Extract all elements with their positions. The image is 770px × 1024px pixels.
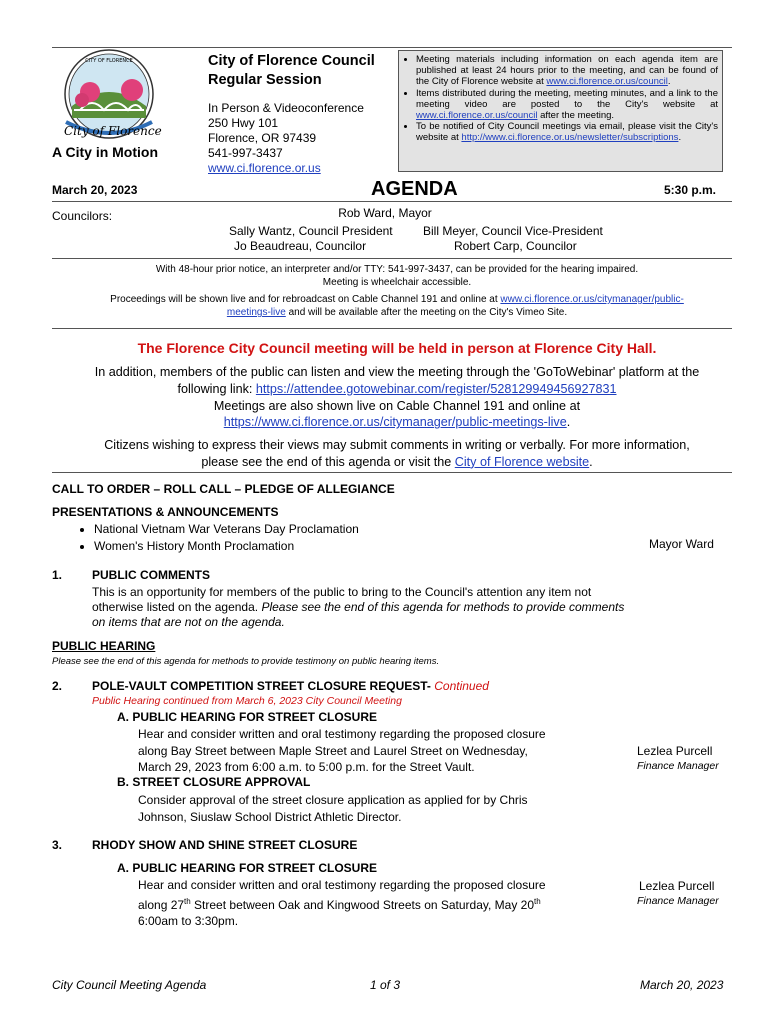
broadcast-note: Proceedings will be shown live and for rebroadcast on Cable Channel 191 and online at www.ci.florence.or.us/citymanager/public- meetings-live and will be available after the meeting on the City's Vimeo Site. bbox=[110, 294, 684, 318]
councilor: Robert Carp, Councilor bbox=[454, 239, 577, 253]
presenter: Lezlea Purcell bbox=[639, 879, 715, 893]
council-title bbox=[208, 52, 375, 90]
public-hearing-note: Please see the end of this agenda for methods to provide testimony on public hearing items. bbox=[52, 656, 440, 667]
accessibility-note: With 48-hour prior notice, an interpreter and/or TTY: 541-997-3437, can be provided for the hearing impaired. Meeting is wheelchair accessible. bbox=[155, 264, 639, 288]
comments-info: Citizens wishing to express their views may submit comments in writing or verbally. For more information, please see the end of this agenda or visit the City of Florence website. bbox=[104, 438, 690, 469]
session-type: Regular Session bbox=[208, 72, 322, 88]
rule bbox=[52, 258, 732, 259]
council-name: City of Florence Council bbox=[208, 53, 375, 69]
item-title: POLE-VAULT COMPETITION STREET CLOSURE REQUEST- Continued bbox=[92, 679, 489, 693]
council-link[interactable]: www.ci.florence.or.us/council bbox=[546, 76, 668, 88]
public-meetings-link[interactable]: www.ci.florence.or.us/citymanager/public- bbox=[500, 294, 684, 305]
notice-item: • Meeting materials including information on each agenda item are published at least 24 hours prior to the meeting, and can be found of the City of Florence website at www.ci.florence.or.us/council. bbox=[416, 54, 718, 88]
presentations-list bbox=[76, 522, 359, 554]
webinar-link[interactable]: https://attendee.gotowebinar.com/register/528129949456927831 bbox=[255, 381, 617, 396]
presenter-role: Finance Manager bbox=[637, 895, 719, 907]
council-link[interactable]: www.ci.florence.or.us/council bbox=[416, 110, 538, 122]
item-description: This is an opportunity for members of the public to bring to the Council's attention any item not otherwise listed on the agenda. Please see the end of this agenda for methods to provide comments on items that are not on the agenda. bbox=[92, 585, 625, 629]
councilors-left bbox=[229, 224, 393, 254]
presentation-item: • National Vietnam War Veterans Day Proclamation bbox=[94, 522, 359, 537]
public-hearing-title: PUBLIC HEARING bbox=[52, 639, 156, 653]
item-title: RHODY SHOW AND SHINE STREET CLOSURE bbox=[92, 838, 358, 852]
councilor: Jo Beaudreau, Councilor bbox=[234, 239, 367, 253]
item-title: PUBLIC COMMENTS bbox=[92, 568, 210, 582]
presentations-title: PRESENTATIONS & ANNOUNCEMENTS bbox=[52, 505, 279, 519]
logo-tagline: A City in Motion bbox=[52, 144, 159, 160]
address-block bbox=[208, 101, 364, 176]
item-number: 3. bbox=[52, 838, 63, 852]
item-number: 1. bbox=[52, 568, 63, 582]
webinar-info: In addition, members of the public can listen and view the meeting through the 'GoToWebinar' platform at the following link: https://attendee.gotowebinar.com/register/528129949456927831 Meetings are also shown live on Cable Channel 191 and online at https://www.ci.florence.or.us/citymanager/public-meetings-live. bbox=[94, 365, 700, 430]
sub-item-description: Hear and consider written and oral testimony regarding the proposed closure along Bay Street between Maple Street and Laurel Street on Wednesday, March 29, 2023 from 6:00 a.m. to 5:00 p.m. for the Street Vault. bbox=[138, 727, 546, 774]
rule bbox=[52, 328, 732, 329]
website-link[interactable]: www.ci.florence.or.us bbox=[208, 161, 321, 175]
address-line: 250 Hwy 101 bbox=[208, 116, 279, 130]
councilor: Bill Meyer, Council Vice-President bbox=[423, 224, 603, 238]
notice-item: • Items distributed during the meeting, meeting minutes, and a link to the meeting video are posted to the City's website at www.ci.florence.or.us/council after the meeting. bbox=[416, 88, 718, 122]
address-line: Florence, OR 97439 bbox=[208, 131, 317, 145]
item-subtitle: Public Hearing continued from March 6, 2023 City Council Meeting bbox=[92, 695, 402, 707]
sub-item-description: Hear and consider written and oral testimony regarding the proposed closure along 27th Street between Oak and Kingwood Streets on Saturday, May 20th 6:00am to 3:30pm. bbox=[138, 878, 546, 928]
notice-box bbox=[398, 50, 723, 172]
meeting-time: 5:30 p.m. bbox=[664, 183, 717, 197]
agenda-title: AGENDA bbox=[371, 178, 458, 200]
presentation-item: • Women's History Month Proclamation bbox=[94, 539, 359, 554]
footer-date: March 20, 2023 bbox=[640, 978, 724, 992]
item-number: 2. bbox=[52, 679, 63, 693]
rule bbox=[52, 472, 732, 473]
meeting-date: March 20, 2023 bbox=[52, 183, 138, 197]
call-to-order: CALL TO ORDER – ROLL CALL – PLEDGE OF ALLEGIANCE bbox=[52, 482, 395, 496]
public-meetings-link[interactable]: meetings-live bbox=[226, 307, 286, 318]
councilors-label: Councilors: bbox=[52, 209, 113, 223]
svg-text:CITY OF FLORENCE: CITY OF FLORENCE bbox=[85, 58, 133, 64]
sub-item-description: Consider approval of the street closure application as applied for by Chris Johnson, Siuslaw School District Athletic Director. bbox=[138, 793, 528, 824]
newsletter-link[interactable]: http://www.ci.florence.or.us/newsletter/subscriptions bbox=[461, 132, 679, 144]
rule bbox=[52, 201, 732, 202]
address-line: In Person & Videoconference bbox=[208, 101, 364, 115]
sub-item-title: B. STREET CLOSURE APPROVAL bbox=[117, 775, 311, 789]
councilor: Sally Wantz, Council President bbox=[229, 224, 393, 238]
live-stream-link[interactable]: https://www.ci.florence.or.us/citymanager/public-meetings-live bbox=[223, 415, 567, 430]
councilors-right bbox=[423, 224, 603, 254]
presenter-role: Finance Manager bbox=[637, 760, 719, 772]
presenter: Lezlea Purcell bbox=[637, 744, 713, 758]
item-status: Continued bbox=[434, 679, 489, 693]
notice-item: • To be notified of City Council meetings via email, please visit the City's website at http://www.ci.florence.or.us/newsletter/subscriptions. bbox=[416, 121, 718, 143]
phone: 541-997-3437 bbox=[208, 146, 283, 160]
mayor-name: Rob Ward, Mayor bbox=[338, 206, 432, 220]
logo-script-text: City of Florence bbox=[64, 124, 162, 138]
footer-left: City Council Meeting Agenda bbox=[52, 978, 207, 992]
sub-item-title: A. PUBLIC HEARING FOR STREET CLOSURE bbox=[117, 861, 378, 875]
presenter: Mayor Ward bbox=[649, 537, 714, 551]
in-person-headline: The Florence City Council meeting will be held in person at Florence City Hall. bbox=[137, 340, 657, 356]
page-number: 1 of 3 bbox=[370, 978, 401, 992]
sub-item-title: A. PUBLIC HEARING FOR STREET CLOSURE bbox=[117, 710, 378, 724]
city-website-link[interactable]: City of Florence website bbox=[454, 454, 590, 469]
